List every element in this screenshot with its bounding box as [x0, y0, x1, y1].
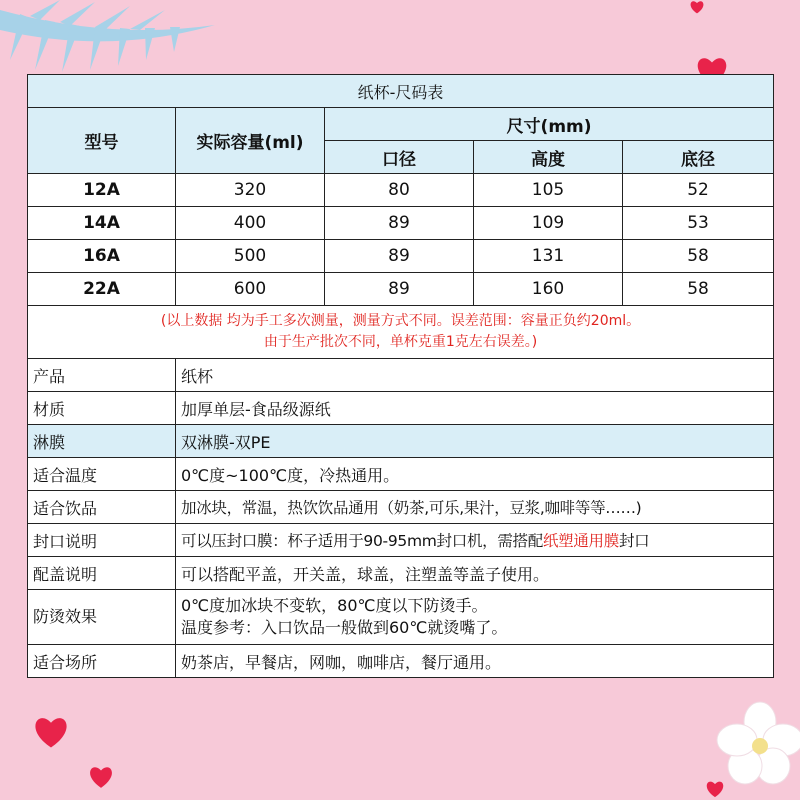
cell-model: 12A [28, 174, 176, 207]
spec-label: 材质 [28, 392, 176, 425]
spec-row-material [28, 392, 774, 425]
cell-base: 53 [623, 207, 774, 240]
col-header-capacity: 实际容量(ml) [176, 108, 325, 174]
spec-value [176, 590, 774, 645]
spec-value [176, 524, 774, 557]
spec-value: 0℃度~100℃度，冷热通用。 [176, 458, 774, 491]
spec-row-venues [28, 645, 774, 678]
spec-label: 产品 [28, 359, 176, 392]
table-row [28, 207, 774, 240]
cell-mouth: 89 [325, 240, 474, 273]
table-row [28, 174, 774, 207]
cell-mouth: 80 [325, 174, 474, 207]
cell-mouth: 89 [325, 207, 474, 240]
heat-line-2: 温度参考：入口饮品一般做到60℃就烫嘴了。 [181, 618, 508, 637]
spec-table [27, 358, 774, 678]
note-line-2: 由于生产批次不同，单杯克重1克左右误差。) [263, 334, 538, 350]
cell-height: 160 [474, 273, 623, 306]
sealing-film-highlight: 纸塑通用膜 [542, 532, 619, 550]
spec-row-temperature [28, 458, 774, 491]
header-row-main [28, 108, 774, 141]
note-line-1: (以上数据 均为手工多次测量，测量方式不同。误差范围：容量正负约20ml。 [160, 313, 641, 329]
measurement-note [28, 306, 774, 359]
col-header-model: 型号 [28, 108, 176, 174]
spec-label: 淋膜 [28, 425, 176, 458]
col-header-height: 高度 [474, 141, 623, 174]
heart-icon [32, 715, 70, 749]
col-header-size-group: 尺寸(mm) [325, 108, 774, 141]
cell-base: 58 [623, 273, 774, 306]
spec-row-drinks [28, 491, 774, 524]
size-table [27, 74, 774, 359]
cell-capacity: 400 [176, 207, 325, 240]
spec-row-lids [28, 557, 774, 590]
spec-label: 适合饮品 [28, 491, 176, 524]
cell-height: 131 [474, 240, 623, 273]
cell-capacity: 500 [176, 240, 325, 273]
cell-model: 22A [28, 273, 176, 306]
spec-value: 双淋膜-双PE [176, 425, 774, 458]
spec-row-coating [28, 425, 774, 458]
cell-mouth: 89 [325, 273, 474, 306]
spec-row-sealing [28, 524, 774, 557]
table-title: 纸杯-尺码表 [28, 75, 774, 108]
spec-label: 封口说明 [28, 524, 176, 557]
spec-value: 加冰块，常温，热饮饮品通用（奶茶,可乐,果汁，豆浆,咖啡等等……) [176, 491, 774, 524]
heat-line-1: 0℃度加冰块不变软，80℃度以下防烫手。 [181, 596, 488, 615]
sealing-text-pre: 可以压封口膜：杯子适用于90-95mm封口机，需搭配 [181, 532, 543, 550]
spec-label: 适合温度 [28, 458, 176, 491]
spec-label: 防烫效果 [28, 590, 176, 645]
cell-height: 109 [474, 207, 623, 240]
cell-model: 14A [28, 207, 176, 240]
spec-value: 奶茶店，早餐店，网咖，咖啡店，餐厅通用。 [176, 645, 774, 678]
spec-label: 适合场所 [28, 645, 176, 678]
cell-capacity: 320 [176, 174, 325, 207]
measurement-note-row [28, 306, 774, 359]
cell-base: 58 [623, 240, 774, 273]
col-header-base: 底径 [623, 141, 774, 174]
sealing-text-post: 封口 [618, 532, 650, 550]
table-title-row [28, 75, 774, 108]
spec-value: 可以搭配平盖，开关盖，球盖，注塑盖等盖子使用。 [176, 557, 774, 590]
flower-decoration [715, 700, 800, 790]
table-row [28, 273, 774, 306]
heart-icon [88, 765, 114, 789]
table-row [28, 240, 774, 273]
heart-icon [688, 0, 706, 14]
cell-height: 105 [474, 174, 623, 207]
spec-row-heat-protection [28, 590, 774, 645]
cell-model: 16A [28, 240, 176, 273]
col-header-mouth: 口径 [325, 141, 474, 174]
spec-label: 配盖说明 [28, 557, 176, 590]
spec-row-product [28, 359, 774, 392]
size-chart-panel [27, 74, 773, 678]
cell-base: 52 [623, 174, 774, 207]
spec-value: 纸杯 [176, 359, 774, 392]
cell-capacity: 600 [176, 273, 325, 306]
spec-value: 加厚单层-食品级源纸 [176, 392, 774, 425]
